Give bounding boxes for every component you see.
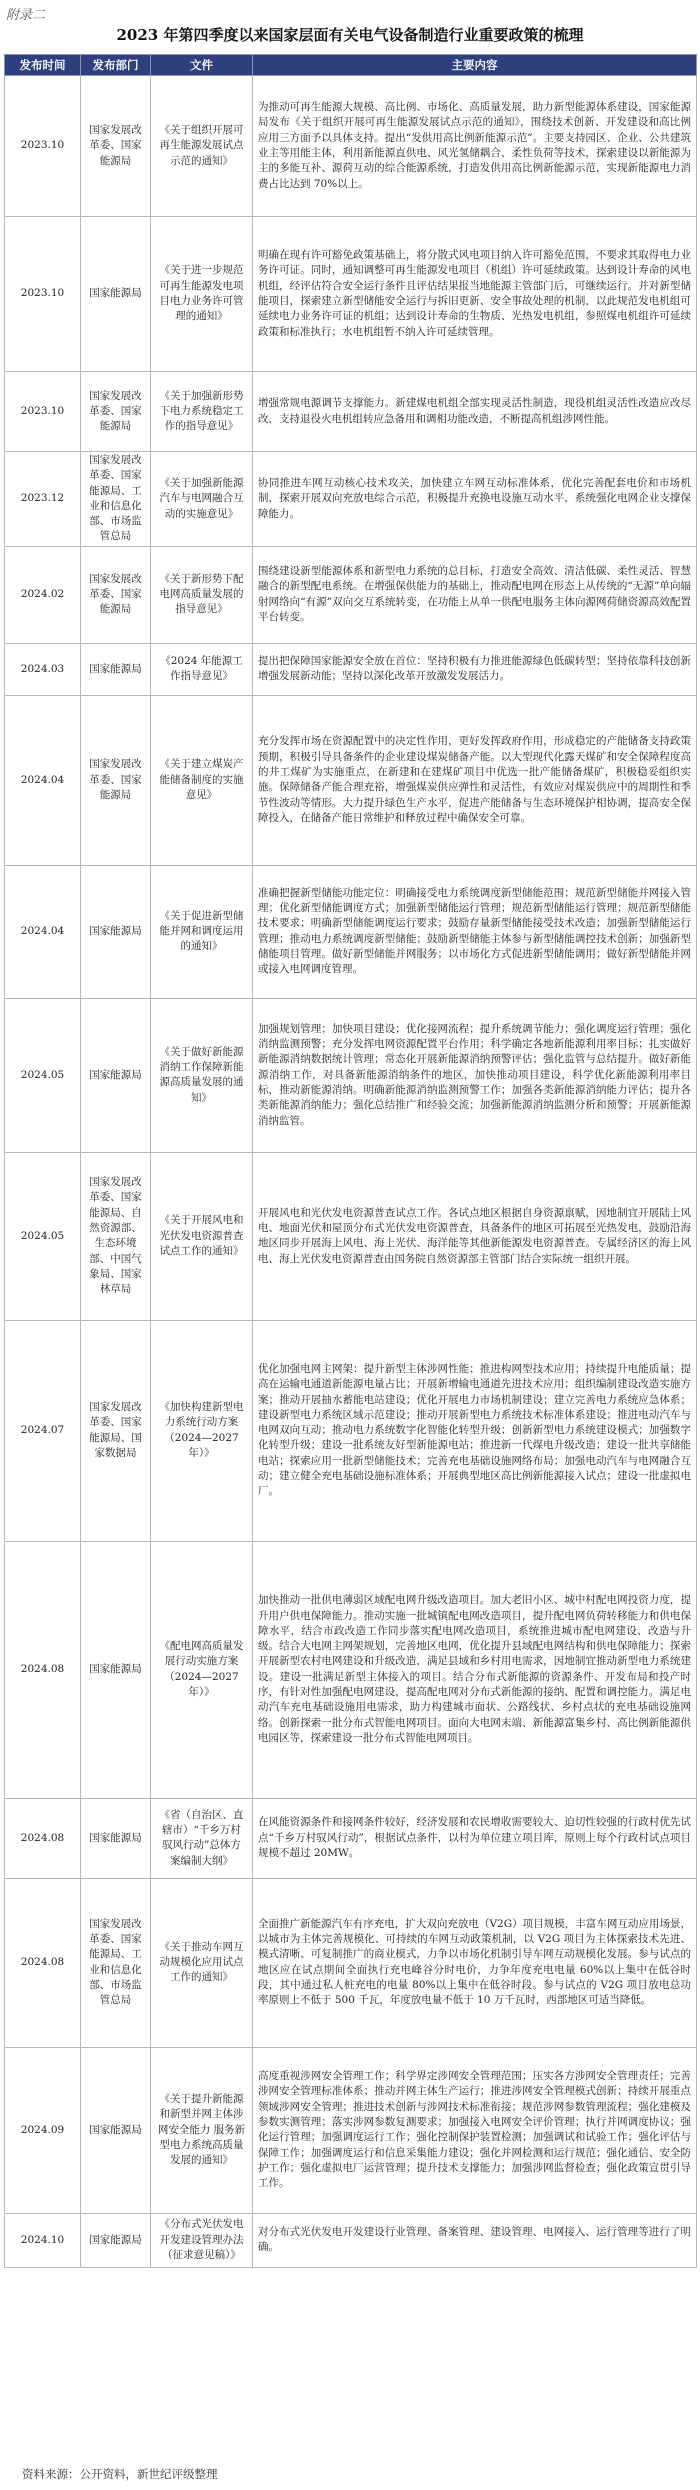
- row-content: 充分发挥市场在资源配置中的决定性作用，更好发挥政府作用，形成稳定的产能储备支持政策预期，积极引导具备条件的企业建设煤炭储备产能。以大型现代化露天煤矿和安全保障程度高的井工煤矿为实施重点，在新建和在建煤矿项目中优选一批产能储备煤矿，积极稳妥组织实施。保障储备产能合理充裕，增强煤炭供应弹性和灵活性，有效应对煤炭供应中的周期性和季节性波动等情形。大力提升绿色生产水平，促进产能储备与生态环境保护相协调，提高安全保障投入，在储备产能日常维护和释放过程中确保安全可靠。: [253, 695, 697, 865]
- document-title: 2023 年第四季度以来国家层面有关电气设备制造行业重要政策的梳理: [116, 26, 584, 44]
- row-date: 2023.10: [5, 217, 81, 372]
- row-date: 2024.04: [5, 865, 81, 998]
- header-dept: 发布部门: [81, 55, 151, 76]
- row-dept: 国家能源局: [81, 217, 151, 372]
- table-header-row: [5, 55, 697, 76]
- row-dept: 国家发展改革委、国家能源局: [81, 546, 151, 643]
- row-date: 2024.05: [5, 1152, 81, 1320]
- row-date: 2024.07: [5, 1320, 81, 1541]
- row-document: 《关于做好新能源消纳工作保障新能源高质量发展的通知》: [151, 998, 253, 1152]
- row-dept: 国家发展改革委、国家能源局: [81, 76, 151, 217]
- row-document: 《关于进一步规范可再生能源发电项目电力业务许可管理的通知》: [151, 217, 253, 372]
- table-row: [5, 452, 697, 547]
- row-document: 《关于加强新能源汽车与电网融合互动的实施意见》: [151, 452, 253, 547]
- table-row: [5, 2213, 697, 2267]
- row-dept: 国家能源局: [81, 643, 151, 695]
- row-content: 全面推广新能源汽车有序充电，扩大双向充放电（V2G）项目规模，丰富车网互动应用场景，以城市为主体完善规模化、可持续的车网互动政策机制，以 V2G 项目为主体探索技术先进、模式清晰、可复制推广的商业模式，力争以市场化机制引导车网互动规模化发展。参与试点的地区应在试点期间全面执行充电峰谷分时电价，力争年度充电电量 60%以上集中在低谷时段，其中通过私人桩充电的电量 80%以上集中在低谷时段。参与试点的 V2G 项目放电总功率原则上不低于 500 千瓦，年度放电量不低于 10 万千瓦时，西部地区可适当降低。: [253, 1878, 697, 2047]
- row-date: 2024.09: [5, 2047, 81, 2213]
- table-row: [5, 695, 697, 865]
- row-document: 《省（自治区、直辖市）“千乡万村驭风行动”总体方案编制大纲》: [151, 1798, 253, 1878]
- row-document: 《关于建立煤炭产能储备制度的实施意见》: [151, 695, 253, 865]
- table-row: [5, 217, 697, 372]
- table-row: [5, 2047, 697, 2213]
- row-document: 《关于促进新型储能并网和调度运用的通知》: [151, 865, 253, 998]
- row-date: 2024.08: [5, 1798, 81, 1878]
- table-row: [5, 372, 697, 452]
- table-row: [5, 1798, 697, 1878]
- table-row: [5, 865, 697, 998]
- row-dept: 国家能源局: [81, 2047, 151, 2213]
- row-date: 2024.02: [5, 546, 81, 643]
- policy-table: [4, 54, 697, 2268]
- row-dept: 国家能源局: [81, 865, 151, 998]
- row-document: 《关于新形势下配电网高质量发展的指导意见》: [151, 546, 253, 643]
- row-content: 明确在现有许可豁免政策基础上，将分散式风电项目纳入许可豁免范围，不要求其取得电力业务许可证。同时，通知调整可再生能源发电项目（机组）许可延续政策。达到设计寿命的风电机组，经评估符合安全运行条件且评估结果报当地能源主管部门后，可继续运行。并对新型储能项目，探索建立新型储能安全运行与拆旧更新、安全事故处理的机制，以此规范发电机组可延续电力业务许可证的机组；达到设计寿命的生物质、光热发电机组，参照煤电机组许可延续政策和标准执行；水电机组暂不纳入许可延续管理。: [253, 217, 697, 372]
- row-content: 为推动可再生能源大规模、高比例、市场化、高质量发展，助力新型能源体系建设，国家能源局发布《关于组织开展可再生能源发展试点示范的通知》，围绕技术创新、开发建设和高比例应用三方面予以具体支持。提出“发供用高比例新能源示范”。主要支持园区、企业、公共建筑业主等用能主体，利用新能源直供电、风光氢储耦合、柔性负荷等技术，探索建设以新能源为主的多能互补、源荷互动的综合能源系统，打造发供用高比例新能源示范，实现新能源电力消费占比达到 70%以上。: [253, 76, 697, 217]
- header-date: 发布时间: [5, 55, 81, 76]
- table-row: [5, 1878, 697, 2047]
- row-date: 2024.10: [5, 2213, 81, 2267]
- row-content: 优化加强电网主网架：提升新型主体涉网性能；推进构网型技术应用；持续提升电能质量；提高在运输电通道新能源电量占比；开展新增输电通道先进技术应用；组织编制建设改造实施方案；推动开展抽水蓄能电站建设；优化开展电力市场机制建设；建立完善电力系统应急体系；建设新型电力系统区域示范建设；推动开展新型电力系统技术标准体系建设；推进电动汽车与电网双向互动；推动电力系统数字化智能化转型升级；创新新型电力系统建设模式；加强数字化转型升级；建设一批系统友好型新能源电站；推进新一代煤电升级改造；建设一批共享储能电站；探索应用一批新型储能技术；完善充电基础设施网络布局；加强电动汽车与电网融合互动；建立健全充电基础设施标准体系；开展典型地区高比例新能源接入试点；建设一批虚拟电厂。: [253, 1320, 697, 1541]
- row-content: 开展风电和光伏发电资源普查试点工作。各试点地区根据自身资源禀赋，因地制宜开展陆上风电、地面光伏和屋顶分布式光伏发电资源普查，具备条件的地区可拓展至光热发电，鼓励沿海地区同步开展海上风电、海上光伏、海洋能等其他新能源发电资源普查。专属经济区的海上风电、海上光伏发电资源普查由国务院自然资源部主管部门结合实际统一组织开展。: [253, 1152, 697, 1320]
- row-dept: 国家发展改革委、国家能源局、工业和信息化部、市场监管总局: [81, 1878, 151, 2047]
- row-content: 加快推动一批供电薄弱区域配电网升级改造项目。加大老旧小区、城中村配电网投资力度，提升用户供电保障能力。推动实施一批城镇配电网改造项目，提升配电网负荷转移能力和供电保障水平，结合市政改造工作同步落实配电网改造项目，系统推进城市配电网建设、改造与升级。结合大电网主网架规划，完善地区电网，优化提升县域配电网结构和供电保障能力；探索开展新型农村电网建设和升级改造，满足县域和乡村用电需求，因地制宜推动新型电力系统建设。建设一批满足新型主体接入的项目。结合分布式新能源的资源条件、开发布局和投产时序，有针对性加强配电网建设，提高配电网对分布式新能源的接纳、配置和调控能力。满足电动汽车充电基础设施用电需求，助力构建城市面状、公路线状、乡村点状的充电基础设施网络。创新探索一批分布式智能电网项目。面向大电网末端、新能源富集乡村、高比例新能源供电园区等，探索建设一批分布式智能电网项目。: [253, 1541, 697, 1798]
- table-row: [5, 1320, 697, 1541]
- row-dept: 国家能源局: [81, 2213, 151, 2267]
- row-date: 2024.03: [5, 643, 81, 695]
- row-content: 协同推进车网互动核心技术攻关，加快建立车网互动标准体系，优化完善配套电价和市场机制，探索开展双向充放电综合示范，积极提升充换电设施互动水平，系统强化电网企业支撑保障能力。: [253, 452, 697, 547]
- table-row: [5, 546, 697, 643]
- row-document: 《分布式光伏发电开发建设管理办法（征求意见稿）》: [151, 2213, 253, 2267]
- appendix-label: 附录二: [6, 8, 46, 23]
- row-date: 2023.10: [5, 372, 81, 452]
- row-content: 加强规划管理；加快项目建设；优化接网流程；提升系统调节能力；强化调度运行管理；强化消纳监测预警；充分发挥电网资源配置平台作用；科学确定各地新能源利用率目标；扎实做好新能源消纳数据统计管理；常态化开展新能源消纳预警评估；强化监管与总结提升。做好新能源消纳工作，对具备新能源消纳条件的地区，加快推动项目建设，科学优化新能源利用率目标，推动新能源消纳。明确新能源消纳监测预警工作；加强各类新能源消纳能力评估；提升各类新能源消纳能力；强化总结推广和经验交流；加强新能源消纳监测分析和预警；开展新能源消纳监管。: [253, 998, 697, 1152]
- row-dept: 国家能源局: [81, 1541, 151, 1798]
- row-dept: 国家发展改革委、国家能源局: [81, 372, 151, 452]
- row-content: 提出把保障国家能源安全放在首位：坚持积极有力推进能源绿色低碳转型；坚持依靠科技创新增强发展新动能；坚持以深化改革开放激发发展活力。: [253, 643, 697, 695]
- row-document: 《关于组织开展可再生能源发展试点示范的通知》: [151, 76, 253, 217]
- row-date: 2023.10: [5, 76, 81, 217]
- row-content: 对分布式光伏发电开发建设行业管理、备案管理、建设管理、电网接入、运行管理等进行了明确。: [253, 2213, 697, 2267]
- row-date: 2024.05: [5, 998, 81, 1152]
- row-content: 增强常规电源调节支撑能力。新建煤电机组全部实现灵活性制造，现役机组灵活性改造应改尽改，支持退役火电机组转应急备用和调相功能改造，不断提高机组涉网性能。: [253, 372, 697, 452]
- header-document: 文件: [151, 55, 253, 76]
- table-row: [5, 76, 697, 217]
- row-document: 《关于推动车网互动规模化应用试点工作的通知》: [151, 1878, 253, 2047]
- row-dept: 国家发展改革委、国家能源局: [81, 695, 151, 865]
- table-row: [5, 1541, 697, 1798]
- row-document: 《2024 年能源工作指导意见》: [151, 643, 253, 695]
- table-row: [5, 1152, 697, 1320]
- row-content: 围绕建设新型能源体系和新型电力系统的总目标，打造安全高效、清洁低碳、柔性灵活、智慧融合的新型配电系统。在增强保供能力的基础上，推动配电网在形态上从传统的“无源”单向辐射网络向“有源”双向交互系统转变，在功能上从单一供配电服务主体向源网荷储资源高效配置平台转变。: [253, 546, 697, 643]
- row-document: 《加快构建新型电力系统行动方案（2024—2027年）》: [151, 1320, 253, 1541]
- row-date: 2024.08: [5, 1541, 81, 1798]
- table-row: [5, 643, 697, 695]
- row-content: 在风能资源条件和接网条件较好，经济发展和农民增收需要较大、迫切性较强的行政村优先试点“千乡万村驭风行动”，根据试点条件，以村为单位建立项目库，原则上每个行政村试点项目规模不超过 20MW。: [253, 1798, 697, 1878]
- row-content: 高度重视涉网安全管理工作；科学界定涉网安全管理范围；压实各方涉网安全管理责任；完善涉网安全管理标准体系；推动并网主体生产运行；推进涉网安全管理模式创新；持续开展重点领域涉网安全管理；推进技术创新与涉网技术标准衔接；规范涉网参数管理流程；强化建模及参数实测管理；落实涉网参数复测要求；加强接入电网安全评价管理；执行并网调度协议；强化运行管理；加强调度运行工作；强化控制保护装置检测；加强调试和试验工作；强化评估与保障工作；加强调度运行和信息采集能力建设；强化并网检测和运行规范；强化通信、安全防护工作；强化虚拟电厂运营管理；提升技术支撑能力；加强涉网监督检查；强化政策宣贯引导工作。: [253, 2047, 697, 2213]
- row-content: 准确把握新型储能功能定位：明确接受电力系统调度新型储能范围；规范新型储能并网接入管理；优化新型储能调度方式；加强新型储能运行管理；规范新型储能运行管理；规范新型储能技术要求；明确新型储能调度运行要求；鼓励存量新型储能接受技术改造；加强新型储能运行管理；推动电力系统调度新型储能；鼓励新型储能主体参与新型储能调控技术创新；加强新型储能项目管理。做好新型储能并网服务；以市场化方式促进新型储能调用；做好新型储能并网或接入电网调度管理。: [253, 865, 697, 998]
- row-date: 2024.04: [5, 695, 81, 865]
- row-document: 《关于开展风电和光伏发电资源普查试点工作的通知》: [151, 1152, 253, 1320]
- row-date: 2024.08: [5, 1878, 81, 2047]
- row-document: 《关于加强新形势下电力系统稳定工作的指导意见》: [151, 372, 253, 452]
- table-row: [5, 998, 697, 1152]
- row-dept: 国家发展改革委、国家能源局、工业和信息化部、市场监管总局: [81, 452, 151, 547]
- row-document: 《配电网高质量发展行动实施方案（2024—2027年）》: [151, 1541, 253, 1798]
- row-dept: 国家能源局: [81, 998, 151, 1152]
- row-document: 《关于提升新能源和新型并网主体涉网安全能力 服务新型电力系统高质量发展的通知》: [151, 2047, 253, 2213]
- row-dept: 国家发展改革委、国家能源局、国家数据局: [81, 1320, 151, 1541]
- source-note: 资料来源：公开资料，新世纪评级整理: [22, 2467, 218, 2481]
- row-dept: 国家发展改革委、国家能源局、自然资源部、生态环境部、中国气象局、国家林草局: [81, 1152, 151, 1320]
- header-content: 主要内容: [253, 55, 697, 76]
- row-dept: 国家能源局: [81, 1798, 151, 1878]
- row-date: 2023.12: [5, 452, 81, 547]
